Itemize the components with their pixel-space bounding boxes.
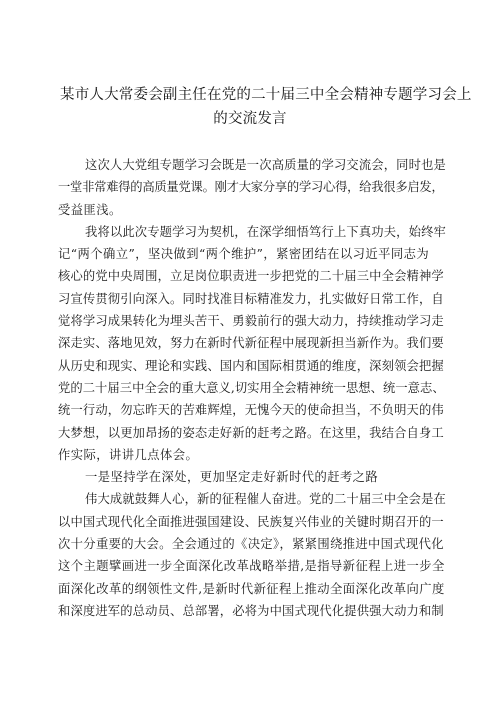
body-line: 这个主题擘画进一步全面深化改革战略举措,是指导新征程上进一步全 [58, 559, 445, 574]
body-line: 这次人大党组专题学习会既是一次高质量的学习交流会，同时也是 [85, 158, 446, 172]
body-line: 作实际，讲讲几点体会。 [58, 447, 199, 462]
body-line: 面深化改革的纲领性文件,是新时代新征程上推动全面深化改革向广度 [58, 581, 445, 596]
body-line: 统一行动，勿忘昨天的苦难辉煌，无愧今天的使命担当，不负明天的伟 [58, 403, 444, 418]
body-line: 受益匪浅。 [58, 202, 122, 217]
body-line: 核心的党中央周围，立足岗位职责进一步把党的二十届三中全会精神学 [58, 269, 444, 284]
body-line: 一是坚持学在深处，更加坚定走好新时代的赶考之路 [85, 470, 379, 485]
body-line: 觉将学习成果转化为埋头苦干、勇毅前行的强大动力，持续推动学习走 [58, 314, 444, 329]
body-line: 大梦想，以更加昂扬的姿态走好新的赶考之路。在这里，我结合自身工 [58, 425, 444, 440]
document-title [60, 83, 472, 131]
body-line: 习宣传贯彻引向深入。同时找准目标精准发力，扎实做好日常工作，自 [58, 291, 444, 306]
body-line: 和深度进军的总动员、总部署，必将为中国式现代化提供强大动力和制 [58, 603, 444, 618]
body-line: 一堂非常难得的高质量党课。刚才大家分享的学习心得，给我很多启发， [58, 180, 444, 195]
body-line: 次十分重要的大会。全会通过的《决定》，紧紧围绕推进中国式现代化 [58, 537, 444, 552]
title-line-2: 的交流发言 [213, 111, 287, 127]
body-line: 伟大成就鼓舞人心，新的征程催人奋进。党的二十届三中全会是在 [85, 492, 446, 507]
body-line: 我将以此次专题学习为契机，在深学细悟笃行上下真功夫，始终牢 [85, 224, 446, 239]
body-line: 深走实、落地见效，努力在新时代新征程中展现新担当新作为。我们要 [58, 336, 444, 351]
body-line: 以中国式现代化全面推进强国建设、民族复兴伟业的关键时期召开的一 [58, 514, 444, 529]
document-body [58, 154, 446, 622]
body-line: 党的二十届三中全会的重大意义,切实用全会精神统一思想、统一意志、 [58, 380, 445, 395]
title-line-1: 某市人大常委会副主任在党的二十届三中全会精神专题学习会上 [60, 87, 472, 103]
body-line: 从历史和现实、理论和实践、国内和国际相贯通的维度，深刻领会把握 [58, 358, 444, 373]
body-line: 记“两个确立”，坚决做到“两个维护”，紧密团结在以习近平同志为 [58, 247, 430, 262]
